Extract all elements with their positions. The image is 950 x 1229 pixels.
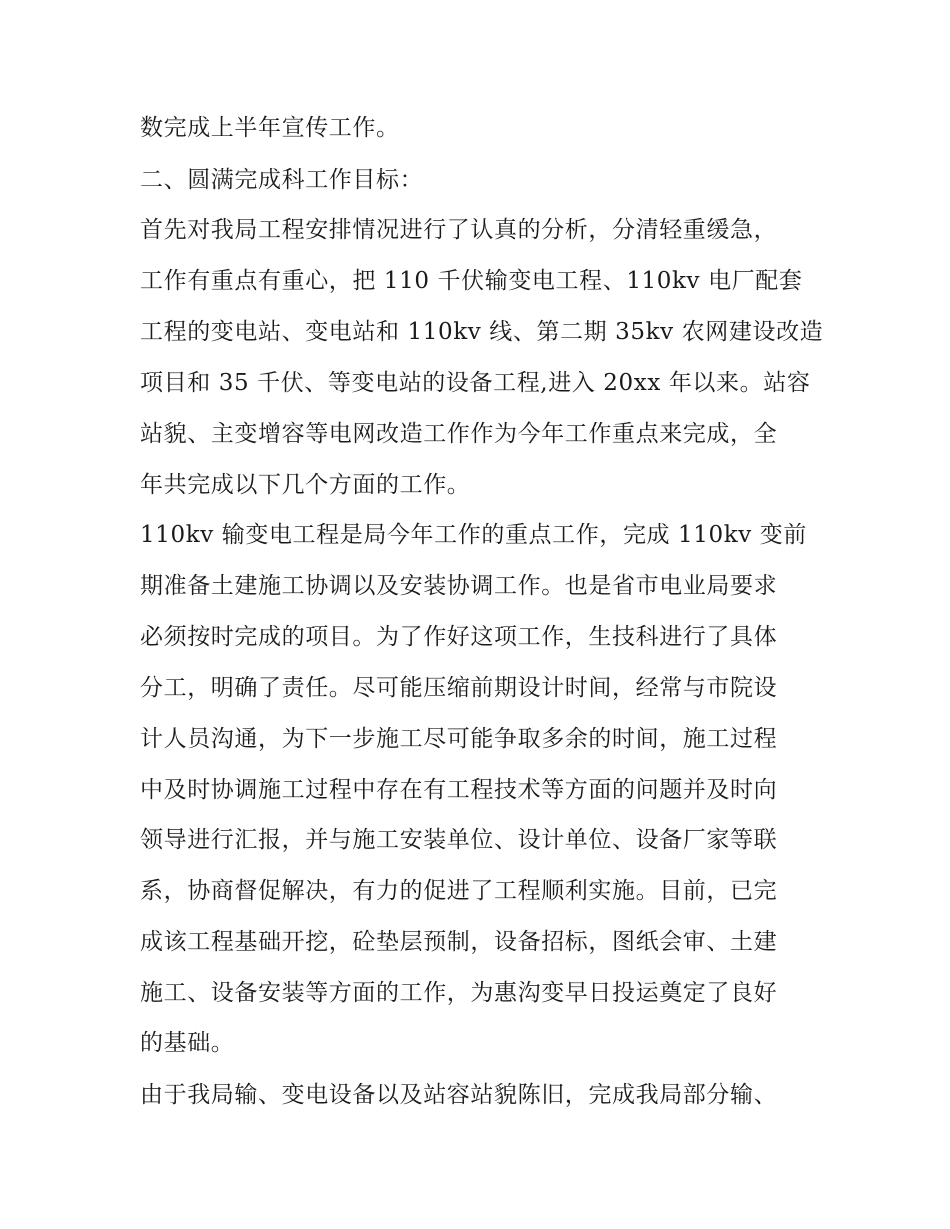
text-line: 领导进行汇报，并与施工安装单位、设计单位、设备厂家等联 [140,827,778,853]
text-line: 系，协商督促解决，有力的促进了工程顺利实施。目前，已完 [140,878,778,904]
text-line: 期准备土建施工协调以及安装协调工作。也是省市电业局要求 [140,573,778,599]
text-line: 项目和 35 千伏、等变电站的设备工程,进入 20xx 年以来。站容 [140,370,811,396]
text-line: 站貌、主变增容等电网改造工作作为今年工作重点来完成，全 [140,421,778,447]
text-line: 年共完成以下几个方面的工作。 [140,472,471,498]
text-line: 中及时协调施工过程中存在有工程技术等方面的问题并及时向 [140,777,778,803]
text-line: 数完成上半年宣传工作。 [140,115,400,141]
text-line: 110kv 输变电工程是局今年工作的重点工作，完成 110kv 变前 [140,522,807,548]
text-line: 必须按时完成的项目。为了作好这项工作，生技科进行了具体 [140,624,778,650]
text-line: 由于我局输、变电设备以及站容站貌陈旧，完成我局部分输、 [140,1082,778,1108]
text-line: 计人员沟通，为下一步施工尽可能争取多余的时间，施工过程 [140,726,778,752]
text-line: 工作有重点有重心，把 110 千伏输变电工程、110kv 电厂配套 [140,268,803,294]
text-line: 工程的变电站、变电站和 110kv 线、第二期 35kv 农网建设改造 [140,319,824,345]
text-line: 首先对我局工程安排情况进行了认真的分析，分清轻重缓急， [140,217,778,243]
text-line: 的基础。 [140,1030,235,1056]
text-line: 成该工程基础开挖，砼垫层预制，设备招标，图纸会审、土建 [140,929,778,955]
text-line: 分工，明确了责任。尽可能压缩前期设计时间，经常与市院设 [140,675,778,701]
section-heading: 二、圆满完成科工作目标： [140,167,424,193]
text-line: 施工、设备安装等方面的工作，为惠沟变早日投运奠定了良好 [140,980,778,1006]
